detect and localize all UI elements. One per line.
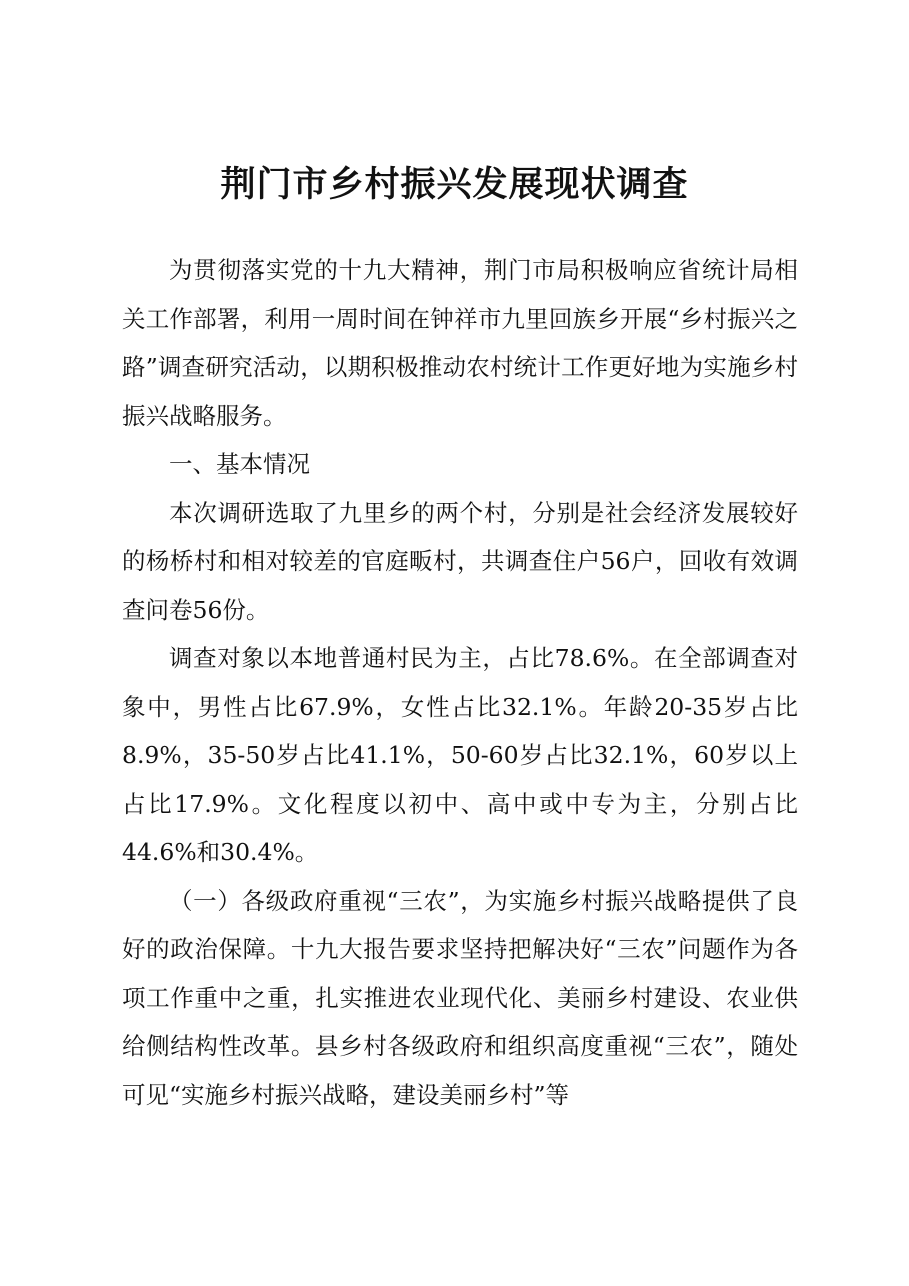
paragraph-government: （一）各级政府重视“三农”，为实施乡村振兴战略提供了良好的政治保障。十九大报告要求坚持把解决好“三农”问题作为各项工作重中之重，扎实推进农业现代化、美丽乡村建设、农业供给侧结构性改革。县乡村各级政府和组织高度重视“三农”，随处可见“实施乡村振兴战略，建设美丽乡村”等 [122, 886, 798, 1109]
paragraph-demographics: 调查对象以本地普通村民为主，占比78.6%。在全部调查对象中，男性占比67.9%，女性占比32.1%。年龄20-35岁占比8.9%，35-50岁占比41.1%，50-60岁占比32.1%，60岁以上占比17.9%。文化程度以初中、高中或中专为主，分别占比44.6%和30.4%。 [122, 644, 798, 866]
paragraph-intro: 为贯彻落实党的十九大精神，荆门市局积极响应省统计局相关工作部署，利用一周时间在钟祥市九里回族乡开展“乡村振兴之路”调查研究活动，以期积极推动农村统计工作更好地为实施乡村振兴战略服务。 [122, 256, 798, 430]
paragraph-survey-scope: 本次调研选取了九里乡的两个村，分别是社会经济发展较好的杨桥村和相对较差的官庭畈村，共调查住户56户，回收有效调查问卷56份。 [122, 498, 798, 624]
section-heading-basic: 一、基本情况 [169, 450, 310, 478]
document-body [122, 246, 798, 1119]
document-title: 荆门市乡村振兴发展现状调查 [220, 165, 689, 205]
